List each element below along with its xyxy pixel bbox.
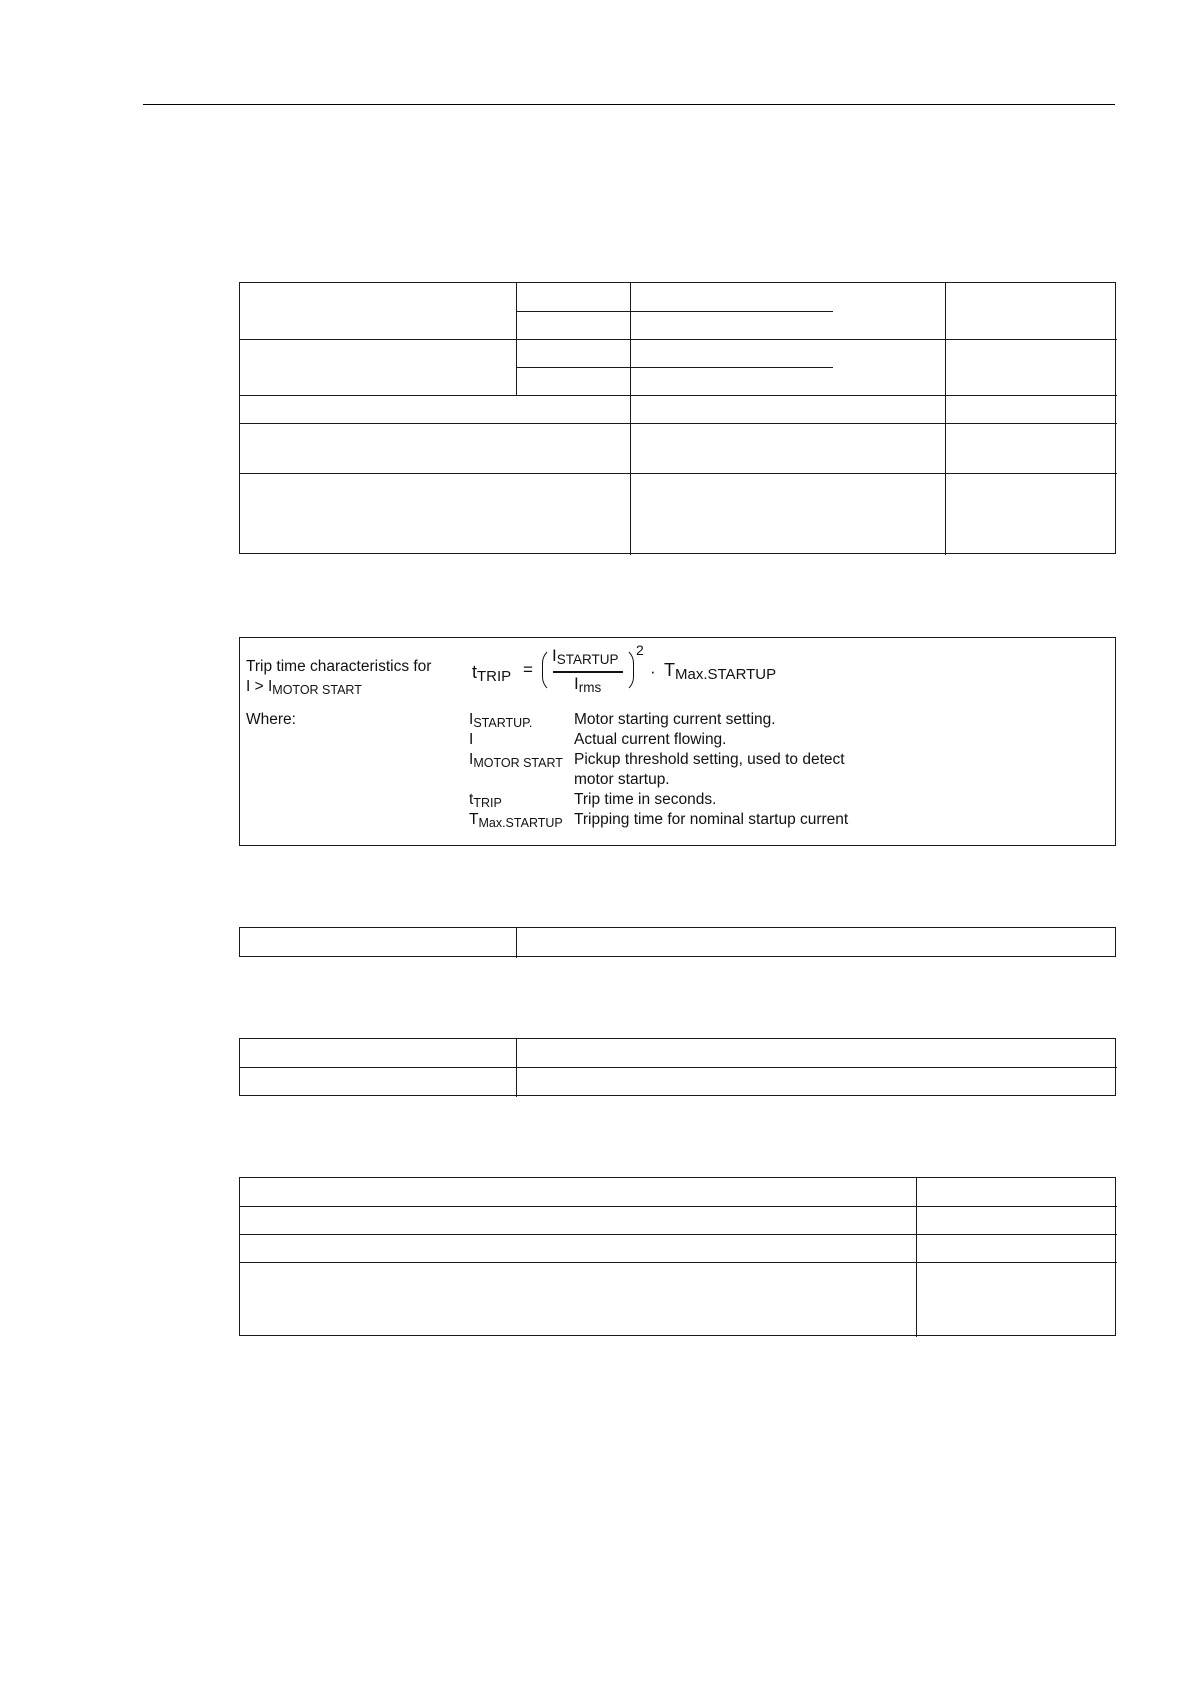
definition-symbol: $t_{TRIP}$	[469, 791, 502, 810]
fraction-bar	[553, 671, 623, 673]
table-1	[239, 282, 1116, 554]
table-4-rule	[240, 1262, 1117, 1263]
definition-symbol: I	[469, 731, 474, 748]
definition-text: Motor starting current setting.	[574, 711, 776, 728]
table-1-rule	[240, 423, 1117, 424]
table-1-rule	[630, 283, 631, 555]
definition-text: Trip time in seconds.	[574, 791, 717, 808]
equation-factor: $T_{Max.STARTUP}$	[664, 660, 777, 683]
equation-equals: =	[523, 660, 533, 679]
definition-text: motor startup.	[574, 771, 670, 788]
right-parenthesis	[618, 647, 634, 693]
definition-text: Actual current flowing.	[574, 731, 727, 748]
table-1-rule	[240, 473, 1117, 474]
table-3-rule	[516, 1039, 517, 1097]
definition-text: Pickup threshold setting, used to detect	[574, 751, 845, 768]
table-4-rule	[240, 1234, 1117, 1235]
table-1-rule	[240, 395, 1117, 396]
table-2	[239, 927, 1116, 957]
equation-denominator: $I_{rms}$	[574, 674, 602, 695]
equation-numerator: $I_{STARTUP}$	[552, 646, 619, 667]
definition-symbol: $I_{MOTOR START}$	[469, 751, 563, 770]
formula-label-line2: $I > I_{MOTOR START}$	[246, 678, 362, 697]
definition-text: Tripping time for nominal startup current	[574, 811, 849, 828]
table-1-rule	[516, 283, 517, 395]
trip-time-formula-box	[239, 637, 1116, 846]
equation-times: ·	[650, 662, 656, 681]
definition-symbol: $T_{Max.STARTUP}$	[469, 811, 563, 830]
table-3-rule	[240, 1067, 1117, 1068]
table-1-rule	[240, 339, 1117, 340]
table-2-rule	[516, 928, 517, 958]
table-1-rule	[517, 311, 833, 312]
table-4-rule	[916, 1178, 917, 1337]
where-label: Where:	[246, 711, 296, 728]
table-4-rule	[240, 1206, 1117, 1207]
table-1-rule	[945, 283, 946, 555]
table-4	[239, 1177, 1116, 1336]
equation-exponent: 2	[636, 642, 644, 658]
equation-lhs: $t_{TRIP}$	[472, 662, 512, 685]
formula-label-line1: Trip time characteristics for	[246, 658, 432, 675]
header-rule	[143, 104, 1115, 105]
table-1-rule	[517, 367, 833, 368]
table-3	[239, 1038, 1116, 1096]
definition-symbol: $I_{STARTUP.}$	[469, 711, 533, 730]
